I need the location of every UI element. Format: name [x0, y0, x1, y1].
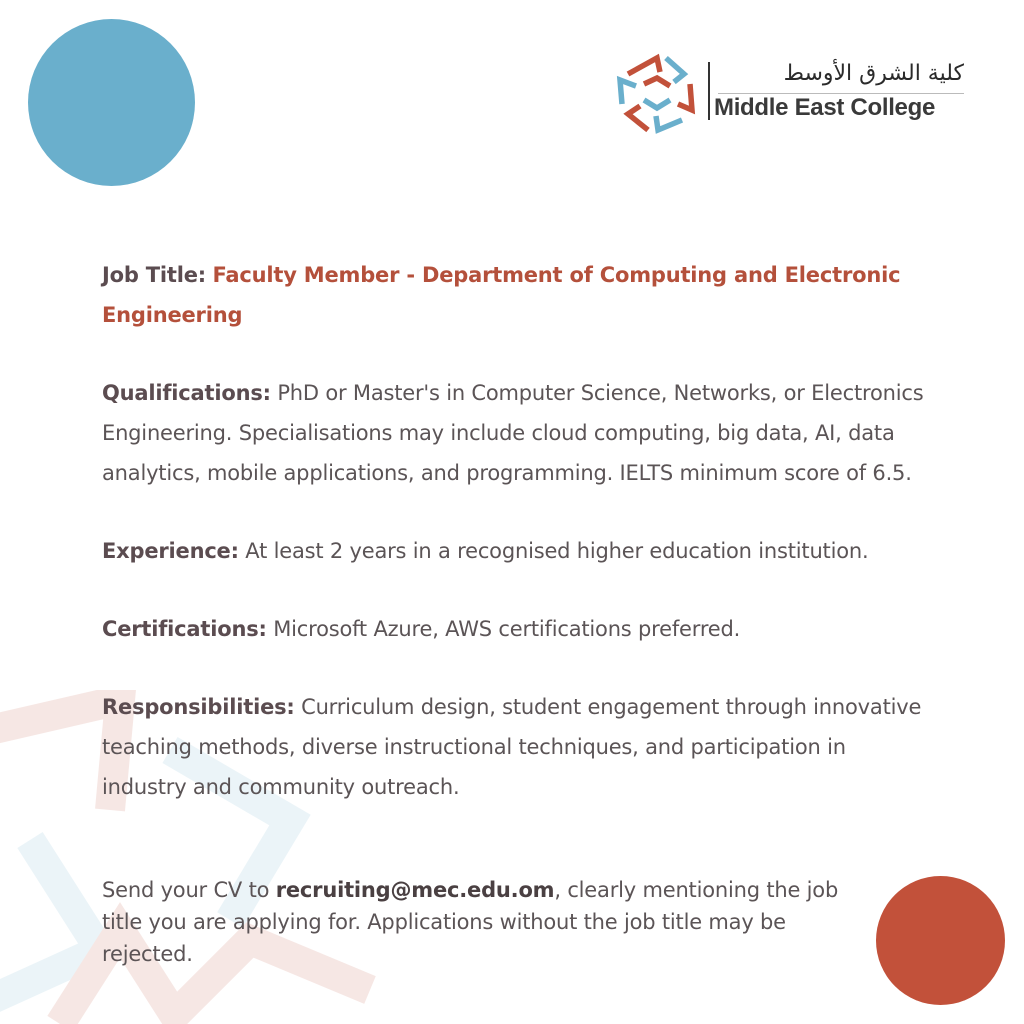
- certifications-text: Microsoft Azure, AWS certifications preferred.: [273, 617, 741, 641]
- logo-english-name: Middle East College: [714, 94, 936, 121]
- experience-text: At least 2 years in a recognised higher education institution.: [245, 539, 869, 563]
- college-logo: [614, 50, 974, 136]
- decorative-red-circle: [876, 876, 1005, 1005]
- job-title-label: Job Title:: [102, 263, 206, 287]
- certifications-line: [102, 609, 932, 649]
- job-title-line: [102, 255, 932, 335]
- job-posting-body: [102, 255, 932, 807]
- qualifications-label: Qualifications:: [102, 381, 271, 405]
- logo-star-icon: [614, 50, 700, 136]
- job-title-value: Faculty Member - Department of Computing and Electronic Engineering: [102, 263, 901, 327]
- experience-label: Experience:: [102, 539, 239, 563]
- responsibilities-line: [102, 687, 932, 807]
- logo-arabic-name: كلية الشرق الأوسط: [783, 61, 964, 86]
- qualifications-line: [102, 373, 932, 493]
- qualifications-text: PhD or Master's in Computer Science, Networks, or Electronics Engineering. Specialisations may include cloud computing, big data, AI, data analytics, mobile applications, and programming. IELTS minimum score of 6.5.: [102, 381, 924, 485]
- experience-line: [102, 531, 932, 571]
- logo-divider: [708, 62, 710, 120]
- responsibilities-text: Curriculum design, student engagement through innovative teaching methods, diverse instructional techniques, and participation in industry and community outreach.: [102, 695, 922, 799]
- certifications-label: Certifications:: [102, 617, 267, 641]
- decorative-blue-circle: [28, 19, 195, 186]
- application-instructions: [102, 874, 862, 970]
- footer-suffix: , clearly mentioning the job title you are applying for. Applications without the job title may be rejected.: [102, 878, 839, 966]
- recruiting-email-link[interactable]: recruiting@mec.edu.om: [275, 878, 555, 902]
- footer-prefix: Send your CV to: [102, 878, 270, 902]
- responsibilities-label: Responsibilities:: [102, 695, 295, 719]
